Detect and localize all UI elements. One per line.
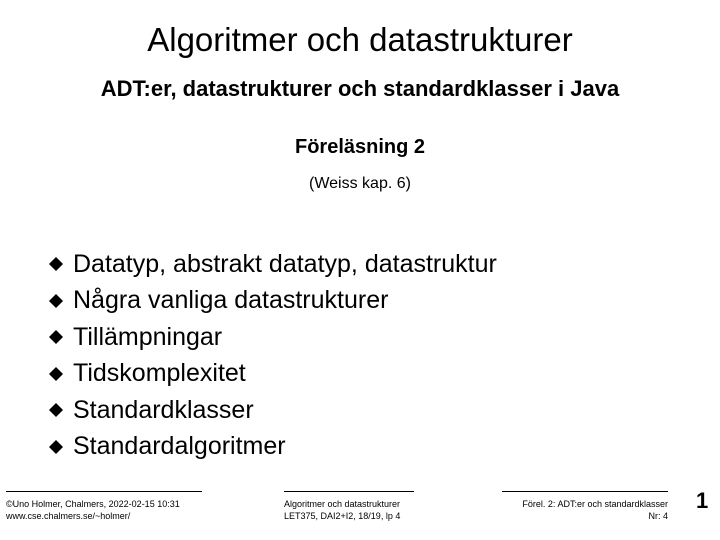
footer-course: [284, 498, 400, 522]
bullet-item: [48, 246, 688, 283]
diamond-bullet-icon: [48, 366, 64, 382]
footer-website-link[interactable]: www.cse.chalmers.se/~holmer/: [6, 511, 131, 521]
footer-lecture-line: Förel. 2: ADT:er och standardklasser: [522, 499, 668, 509]
bullet-text: Standardalgoritmer: [73, 432, 286, 461]
lecture-label: Föreläsning 2: [294, 136, 426, 158]
diamond-bullet-icon: [48, 329, 64, 345]
footer-author: [6, 498, 180, 522]
bullet-list: [48, 246, 688, 465]
bullet-text: Datatyp, abstrakt datatyp, datastruktur: [73, 249, 497, 278]
footer-course-code: LET375, DAI2+I2, 18/19, lp 4: [284, 511, 401, 521]
diamond-bullet-icon: [48, 256, 64, 272]
slide-title: Algoritmer och datastrukturer: [147, 21, 573, 58]
footer-divider-middle: [284, 491, 414, 492]
diamond-bullet-icon: [48, 439, 64, 455]
bullet-item: [48, 283, 688, 320]
page-number: 1: [696, 488, 709, 513]
footer-divider-right: [502, 491, 668, 492]
bullet-text: Standardklasser: [73, 395, 254, 424]
footer-author-line: ©Uno Holmer, Chalmers, 2022-02-15 10:31: [6, 499, 180, 509]
bullet-item: [48, 356, 688, 393]
bullet-item: [48, 429, 688, 466]
bullet-item: [48, 319, 688, 356]
bullet-text: Tidskomplexitet: [73, 359, 246, 388]
bullet-text: Några vanliga datastrukturer: [73, 286, 389, 315]
footer-divider-left: [6, 491, 202, 492]
bullet-item: [48, 392, 688, 429]
footer-slide-number: Nr: 4: [648, 511, 668, 521]
footer-lecture: [502, 498, 668, 522]
slide-subtitle: ADT:er, datastrukturer och standardklasser i Java: [100, 76, 620, 101]
diamond-bullet-icon: [48, 402, 64, 418]
bullet-text: Tillämpningar: [73, 322, 223, 351]
book-reference: (Weiss kap. 6): [309, 175, 411, 192]
diamond-bullet-icon: [48, 293, 64, 309]
footer-course-line: Algoritmer och datastrukturer: [284, 499, 401, 509]
